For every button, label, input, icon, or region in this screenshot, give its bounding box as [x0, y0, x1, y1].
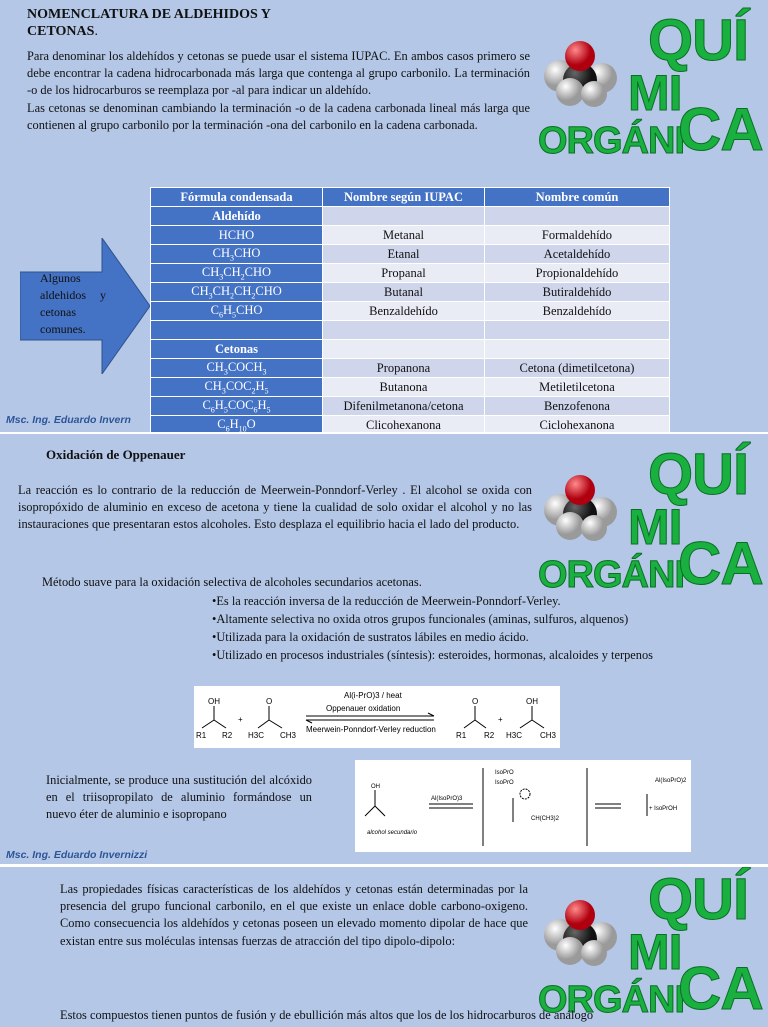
reaction-paragraph: La reacción es lo contrario de la reducción de Meerwein-Ponndorf-Verley . El alcohol se oxida con isopropóxido de aluminio en exceso de acetona y tiene la cualidad de solo oxidar el alcohol y no las instauraciones que presentaran estos alcoholes. Esto desplaza el equilibrio hacia el lado del producto. — [18, 483, 532, 532]
slide-oppenauer — [0, 434, 768, 864]
svg-text:+: + — [498, 715, 503, 724]
table-row — [151, 264, 670, 283]
formula-cell: Cetonas — [151, 340, 323, 359]
formula-cell: $CH_3CH_2CHO$ — [151, 264, 323, 283]
common-name-cell: Benzaldehído — [485, 302, 670, 321]
table-row — [151, 207, 670, 226]
common-name-cell: Formaldehído — [485, 226, 670, 245]
common-name-cell: Propionaldehído — [485, 264, 670, 283]
iupac-name-cell: Difenilmetanona/cetona — [323, 397, 485, 416]
svg-text:IsoPrO: IsoPrO — [495, 770, 514, 776]
svg-text:CH3: CH3 — [540, 731, 557, 740]
svg-text:H3C: H3C — [506, 731, 523, 740]
svg-text:CH3: CH3 — [280, 731, 297, 740]
svg-text:Al(IsoPrO)3: Al(IsoPrO)3 — [431, 796, 463, 802]
bullet-item: •Es la reacción inversa de la reducción de Meerwein-Ponndorf-Verley. — [212, 594, 561, 608]
formula-cell: $CH_3CHO$ — [151, 245, 323, 264]
table-row — [151, 226, 670, 245]
svg-text:R2: R2 — [222, 731, 233, 740]
iupac-name-cell: Metanal — [323, 226, 485, 245]
substitution-paragraph: Inicialmente, se produce una sustitución del alcóxido en el triisopropilato de aluminio formándose un nuevo éter de aluminio e isopropano — [46, 773, 312, 822]
common-name-cell: Butiraldehído — [485, 283, 670, 302]
formula-cell: $C_6H_{10}O$ — [151, 416, 323, 433]
properties-paragraph: Las propiedades físicas características de los aldehídos y cetonas están determinadas por la presencia del grupo funcional carbonilo, en el que existe un enlace doble carbono-oxigeno. Como consecuencia los aldehídos y cetonas poseen un elevado momento dipolar de hace que existan entre sus moléculas intensas fuerzas de atracción del tipo dipolo-dipolo: — [60, 882, 528, 948]
header-formula: Fórmula condensada — [151, 188, 323, 207]
svg-text:+: + — [238, 715, 243, 724]
svg-text:R1: R1 — [196, 731, 207, 740]
svg-text:IsoPrO: IsoPrO — [495, 780, 514, 786]
common-name-cell: Metiletilcetona — [485, 378, 670, 397]
intro-paragraph: Para denominar los aldehídos y cetonas se puede usar el sistema IUPAC. En ambos casos primero se debe encontrar la cadena hidrocarbonada más larga que contenga al grupo carbonilo. La terminación -o de los hidrocarburos se reemplaza por -al para indicar un aldehído. Las cetonas se denominan cambiando la terminación -o de la cadena carbonada lineal más larga que contienen al grupo carbonilo por la terminación -ona del carbonilo en la cadena carbonada. — [27, 49, 530, 132]
common-name-cell — [485, 321, 670, 340]
common-name-cell: Acetaldehído — [485, 245, 670, 264]
svg-text:+ IsoPrOH: + IsoPrOH — [649, 806, 678, 812]
slide-title: Oxidación de Oppenauer — [46, 447, 186, 462]
formula-cell: $C_6H_5COC_6H_5$ — [151, 397, 323, 416]
common-name-cell — [485, 340, 670, 359]
common-name-cell: Ciclohexanona — [485, 416, 670, 433]
formula-cell: $CH_3COCH_3$ — [151, 359, 323, 378]
slide-title: NOMENCLATURA DE ALDEHIDOS Y CETONAS. — [27, 7, 271, 39]
oppenauer-scheme — [194, 686, 560, 748]
method-text: Método suave para la oxidación selectiva de alcoholes secundarios acetonas. — [42, 575, 422, 589]
svg-text:Meerwein-Ponndorf-Verley reduc: Meerwein-Ponndorf-Verley reduction — [306, 725, 436, 734]
svg-text:R1: R1 — [456, 731, 467, 740]
quimica-organica-logo: QUÍ MI ORGÁNI CA — [538, 8, 763, 163]
quimica-organica-logo: QUÍ MI ORGÁNI CA — [538, 867, 763, 1022]
melting-point-text: Estos compuestos tienen puntos de fusión y de ebullición más altos que los de los hidrocarburos de análogo — [60, 1008, 594, 1022]
table-row — [151, 397, 670, 416]
iupac-name-cell: Propanona — [323, 359, 485, 378]
molecule-icon — [540, 897, 620, 967]
table-row — [151, 378, 670, 397]
svg-text:Al(i-PrO)3 / heat: Al(i-PrO)3 / heat — [344, 691, 402, 700]
iupac-name-cell: Clicohexanona — [323, 416, 485, 433]
bullet-item: •Utilizada para la oxidación de sustratos lábiles en medio ácido. — [212, 630, 529, 644]
table-row — [151, 302, 670, 321]
mechanism-scheme — [355, 760, 691, 852]
iupac-name-cell: Butanona — [323, 378, 485, 397]
bullet-item: •Altamente selectiva no oxida otros grupos funcionales (aminas, sulfuros, alquenos) — [212, 612, 629, 626]
iupac-name-cell — [323, 207, 485, 226]
table-row — [151, 245, 670, 264]
header-common: Nombre común — [485, 188, 670, 207]
table-row — [151, 359, 670, 378]
iupac-name-cell: Benzaldehído — [323, 302, 485, 321]
formula-cell: $CH_3COC_2H_5$ — [151, 378, 323, 397]
svg-text:alcohol secundario: alcohol secundario — [367, 830, 418, 836]
bullet-item: •Utilizado en procesos industriales (síntesis): esteroides, hormonas, alcaloides y terpenos — [212, 648, 653, 662]
iupac-name-cell: Propanal — [323, 264, 485, 283]
svg-text:OH: OH — [208, 697, 220, 706]
formula-cell: $C_6H_5CHO$ — [151, 302, 323, 321]
formula-cell — [151, 321, 323, 340]
iupac-name-cell: Etanal — [323, 245, 485, 264]
formula-cell: Aldehído — [151, 207, 323, 226]
quimica-organica-logo: QUÍ MI ORGÁNI CA — [538, 442, 763, 597]
arrow-label: Algunos aldehidos y cetonas comunes. — [40, 271, 106, 336]
svg-text:O: O — [266, 697, 273, 706]
formula-cell: $CH_3CH_2CH_2CHO$ — [151, 283, 323, 302]
author-credit: Msc. Ing. Eduardo Invern — [6, 414, 131, 426]
header-iupac: Nombre según IUPAC — [323, 188, 485, 207]
common-name-cell: Cetona (dimetilcetona) — [485, 359, 670, 378]
table-row — [151, 283, 670, 302]
svg-text:OH: OH — [526, 697, 538, 706]
svg-text:R2: R2 — [484, 731, 495, 740]
slide-propiedades — [0, 867, 768, 1027]
slide-nomenclatura — [0, 0, 768, 432]
iupac-name-cell — [323, 340, 485, 359]
svg-text:CH(CH3)2: CH(CH3)2 — [531, 816, 560, 822]
common-name-cell — [485, 207, 670, 226]
iupac-name-cell — [323, 321, 485, 340]
svg-text:Oppenauer oxidation: Oppenauer oxidation — [326, 704, 401, 713]
molecule-icon — [540, 38, 620, 108]
svg-text:O: O — [472, 697, 479, 706]
molecule-icon — [540, 472, 620, 542]
iupac-name-cell: Butanal — [323, 283, 485, 302]
table-row — [151, 340, 670, 359]
svg-text:OH: OH — [371, 784, 380, 790]
svg-text:H3C: H3C — [248, 731, 265, 740]
table-row — [151, 321, 670, 340]
bullet-list — [212, 592, 653, 664]
nomenclature-table — [150, 187, 670, 432]
common-name-cell: Benzofenona — [485, 397, 670, 416]
svg-text:Al(IsoPrO)2: Al(IsoPrO)2 — [655, 778, 687, 784]
table-row — [151, 416, 670, 433]
author-credit: Msc. Ing. Eduardo Invernizzi — [6, 849, 148, 861]
formula-cell: HCHO — [151, 226, 323, 245]
